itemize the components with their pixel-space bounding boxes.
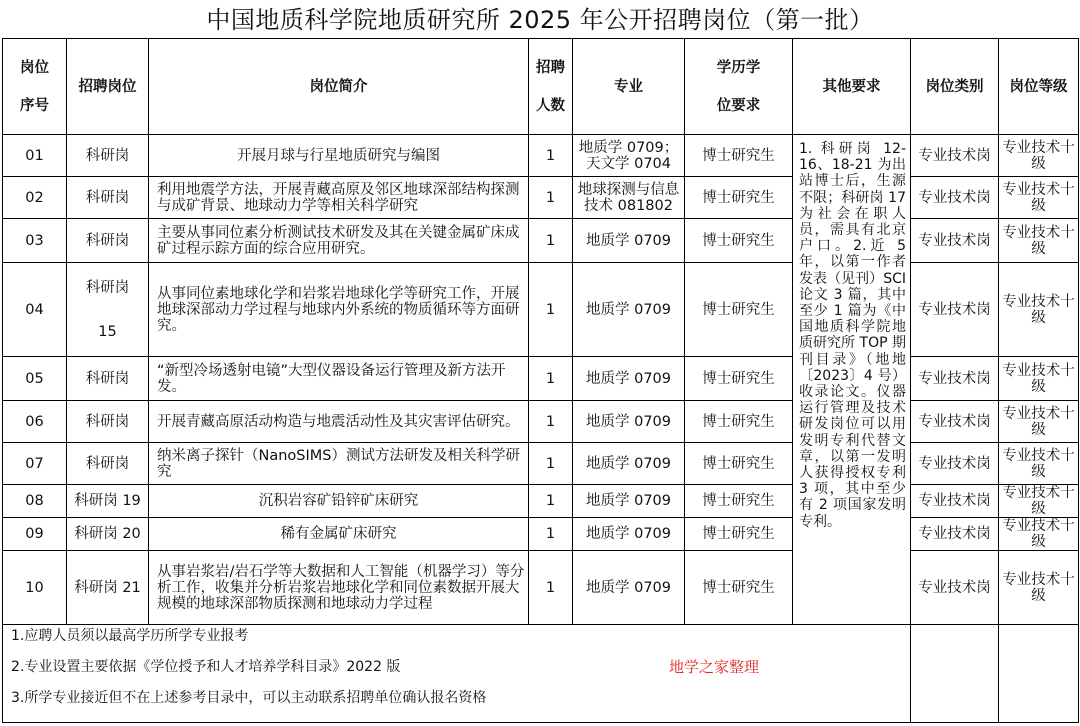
grade-cell: 专业技术十级 (999, 401, 1079, 443)
major-cell: 地质学 0709 (573, 219, 685, 263)
table-row (3, 357, 1079, 401)
header-row (3, 39, 1079, 135)
grade-cell: 专业技术十级 (999, 551, 1079, 625)
category-cell: 专业技术岗 (911, 177, 999, 219)
post-cell: 科研岗 (67, 219, 149, 263)
category-cell: 专业技术岗 (911, 443, 999, 485)
count-cell: 1 (529, 401, 573, 443)
degree-cell: 博士研究生 (685, 443, 793, 485)
empty-cell (911, 625, 999, 723)
count-cell: 1 (529, 177, 573, 219)
category-cell: 专业技术岗 (911, 263, 999, 357)
post-cell: 科研岗 19 (67, 485, 149, 518)
seq-cell: 10 (3, 551, 67, 625)
degree-cell: 博士研究生 (685, 401, 793, 443)
intro-cell: 开展月球与行星地质研究与编图 (149, 135, 529, 177)
grade-cell: 专业技术十级 (999, 263, 1079, 357)
category-cell: 专业技术岗 (911, 135, 999, 177)
seq-cell: 09 (3, 518, 67, 551)
count-cell: 1 (529, 135, 573, 177)
recruitment-table (2, 38, 1079, 723)
category-cell: 专业技术岗 (911, 401, 999, 443)
category-cell: 专业技术岗 (911, 551, 999, 625)
table-row (3, 551, 1079, 625)
note-line: 3.所学专业接近但不在上述参考目录中，可以主动联系招聘单位确认报名资格 (11, 690, 487, 706)
count-cell: 1 (529, 263, 573, 357)
count-cell: 1 (529, 485, 573, 518)
major-cell: 地质学 0709 (573, 518, 685, 551)
major-cell: 地质学 0709 (573, 401, 685, 443)
category-cell: 专业技术岗 (911, 357, 999, 401)
category-cell: 专业技术岗 (911, 518, 999, 551)
note-line: 2.专业设置主要依据《学位授予和人才培养学科目录》2022 版 地学之家整理 (11, 658, 760, 676)
category-cell: 专业技术岗 (911, 485, 999, 518)
table-row (3, 263, 1079, 357)
intro-cell: 从事岩浆岩/岩石学等大数据和人工智能（机器学习）等分析工作，收集并分析岩浆岩地球化学和同位素数据开展大规模的地球深部物质探测和地球动力学过程 (149, 551, 529, 625)
header-grade: 岗位等级 (999, 39, 1079, 135)
intro-cell: 纳米离子探针（NanoSIMS）测试方法研发及相关科学研究 (149, 443, 529, 485)
count-cell: 1 (529, 551, 573, 625)
header-other: 其他要求 (793, 39, 911, 135)
seq-cell: 03 (3, 219, 67, 263)
seq-cell: 07 (3, 443, 67, 485)
degree-cell: 博士研究生 (685, 518, 793, 551)
header-seq: 岗位 序号 (3, 39, 67, 135)
count-cell: 1 (529, 219, 573, 263)
degree-cell: 博士研究生 (685, 551, 793, 625)
header-intro: 岗位简介 (149, 39, 529, 135)
intro-cell: 利用地震学方法，开展青藏高原及邻区地球深部结构探测与成矿背景、地球动力学等相关科学研究 (149, 177, 529, 219)
post-cell: 科研岗 (67, 177, 149, 219)
table-row (3, 219, 1079, 263)
post-cell: 科研岗 21 (67, 551, 149, 625)
intro-cell: “新型冷场透射电镜”大型仪器设备运行管理及新方法开发。 (149, 357, 529, 401)
post-cell: 科研岗 20 (67, 518, 149, 551)
seq-cell: 05 (3, 357, 67, 401)
empty-cell (999, 625, 1079, 723)
table-row (3, 443, 1079, 485)
count-cell: 1 (529, 518, 573, 551)
degree-cell: 博士研究生 (685, 357, 793, 401)
seq-cell: 06 (3, 401, 67, 443)
seq-cell: 08 (3, 485, 67, 518)
seq-cell: 01 (3, 135, 67, 177)
grade-cell: 专业技术十级 (999, 135, 1079, 177)
header-major: 专业 (573, 39, 685, 135)
intro-cell: 开展青藏高原活动构造与地震活动性及其灾害评估研究。 (149, 401, 529, 443)
count-cell: 1 (529, 357, 573, 401)
major-cell: 地质学 0709 (573, 357, 685, 401)
major-cell: 地质学 0709 (573, 551, 685, 625)
degree-cell: 博士研究生 (685, 219, 793, 263)
grade-cell: 专业技术十级 (999, 177, 1079, 219)
notes-row (3, 625, 1079, 723)
grade-cell: 专业技术十级 (999, 518, 1079, 551)
post-cell: 科研岗 15 (67, 263, 149, 357)
header-count: 招聘 人数 (529, 39, 573, 135)
table-row (3, 135, 1079, 177)
post-cell: 科研岗 (67, 357, 149, 401)
document-title: 中国地质科学院地质研究所 2025 年公开招聘岗位（第一批） (206, 6, 874, 34)
intro-cell: 稀有金属矿床研究 (149, 518, 529, 551)
major-cell: 地质学 0709 (573, 485, 685, 518)
header-category: 岗位类别 (911, 39, 999, 135)
table-row (3, 177, 1079, 219)
degree-cell: 博士研究生 (685, 263, 793, 357)
intro-cell: 主要从事同位素分析测试技术研发及其在关键金属矿床成矿过程示踪方面的综合应用研究。 (149, 219, 529, 263)
degree-cell: 博士研究生 (685, 485, 793, 518)
note-line: 1.应聘人员须以最高学历所学专业报考 (11, 628, 249, 644)
seq-cell: 04 (3, 263, 67, 357)
grade-cell: 专业技术十级 (999, 443, 1079, 485)
post-cell: 科研岗 (67, 401, 149, 443)
table-row (3, 401, 1079, 443)
intro-cell: 沉积岩容矿铅锌矿床研究 (149, 485, 529, 518)
degree-cell: 博士研究生 (685, 177, 793, 219)
major-cell: 地质学 0709 (573, 443, 685, 485)
post-cell: 科研岗 (67, 135, 149, 177)
other-requirements-cell: 1. 科研岗 12-16、18-21 为出站博士后，生源不限；科研岗 17 为社会在职人员，需具有北京户口。2.近 5 年，以第一作者发表（见刊）SCI 论文 3 篇，其中至少 1 篇为《中国地质科学院地质研究所 TOP 期刊目录》（地地〔2023〕4 号）收录论文。仪器运行管理及技术研发岗位可以用发明专利代替文章，以第一发明人获得授权专利 3 项，其中至少有 2 项国家发明专利。 (793, 135, 911, 625)
grade-cell: 专业技术十级 (999, 219, 1079, 263)
category-cell: 专业技术岗 (911, 219, 999, 263)
notes-cell (3, 625, 911, 723)
grade-cell: 专业技术十级 (999, 485, 1079, 518)
count-cell: 1 (529, 443, 573, 485)
intro-cell: 从事同位素地球化学和岩浆岩地球化学等研究工作，开展地球深部动力学过程与地球内外系统的物质循环等方面研究。 (149, 263, 529, 357)
major-cell: 地质学 0709 (573, 263, 685, 357)
degree-cell: 博士研究生 (685, 135, 793, 177)
seq-cell: 02 (3, 177, 67, 219)
table-row (3, 485, 1079, 518)
post-cell: 科研岗 (67, 443, 149, 485)
major-cell: 地球探测与信息技术 081802 (573, 177, 685, 219)
header-degree: 学历学 位要求 (685, 39, 793, 135)
table-row (3, 518, 1079, 551)
major-cell: 地质学 0709；天文学 0704 (573, 135, 685, 177)
header-post: 招聘岗位 (67, 39, 149, 135)
grade-cell: 专业技术十级 (999, 357, 1079, 401)
watermark-text: 地学之家整理 (669, 658, 760, 676)
